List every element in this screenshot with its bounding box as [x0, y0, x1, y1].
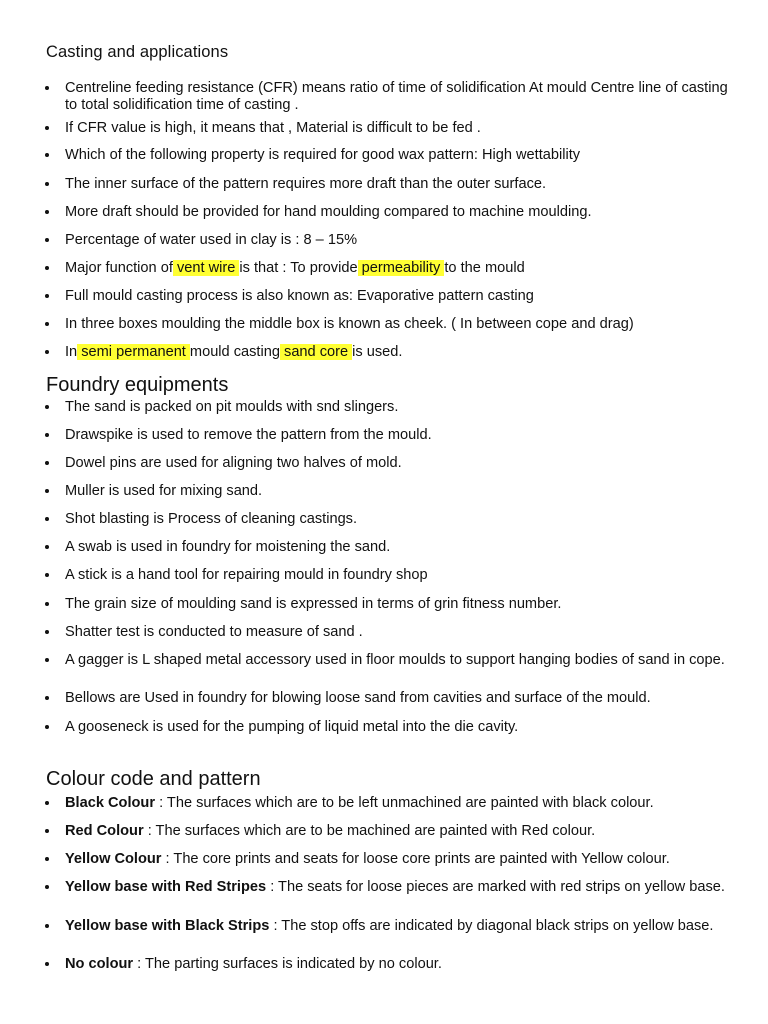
item-text: The inner surface of the pattern requires more draft than the outer surface.	[65, 176, 547, 192]
bullet-dot-icon	[45, 517, 49, 521]
bullet-dot-icon	[45, 405, 49, 409]
list-item	[65, 956, 735, 973]
highlighted-term: vent wire	[172, 260, 240, 276]
term-label: Yellow base with Black Strips	[65, 918, 270, 934]
bullet-dot-icon	[45, 489, 49, 493]
term-label: Yellow Colour	[65, 851, 162, 867]
item-text: Drawspike is used to remove the pattern from the mould.	[65, 427, 432, 443]
item-text: : The seats for loose pieces are marked with red strips on yellow base.	[266, 879, 725, 895]
list-item	[65, 288, 735, 305]
bullet-dot-icon	[45, 630, 49, 634]
section-heading-casting: Casting and applications	[46, 43, 229, 61]
bullet-dot-icon	[45, 545, 49, 549]
term-label: Black Colour	[65, 795, 156, 811]
list-item	[65, 539, 735, 556]
bullet-dot-icon	[45, 126, 49, 130]
bullet-dot-icon	[45, 658, 49, 662]
item-text: Shot blasting is Process of cleaning castings.	[65, 511, 358, 527]
bullet-dot-icon	[45, 350, 49, 354]
bullet-dot-icon	[45, 210, 49, 214]
bullet-dot-icon	[45, 573, 49, 577]
bullet-dot-icon	[45, 725, 49, 729]
bullet-dot-icon	[45, 322, 49, 326]
list-item	[65, 690, 735, 707]
item-text: In	[65, 344, 78, 360]
item-text: is used.	[352, 344, 403, 360]
highlighted-term: semi permanent	[77, 344, 190, 360]
item-text: Dowel pins are used for aligning two halves of mold.	[65, 455, 402, 471]
item-text: A gooseneck is used for the pumping of liquid metal into the die cavity.	[65, 719, 519, 735]
list-item	[65, 511, 735, 528]
list-item	[65, 344, 735, 361]
item-text: Major function of	[65, 260, 173, 276]
item-text: The sand is packed on pit moulds with snd slingers.	[65, 399, 399, 415]
item-text: The grain size of moulding sand is expressed in terms of grin fitness number.	[65, 596, 562, 612]
list-item	[65, 399, 735, 416]
list-item	[65, 823, 735, 840]
list-item	[65, 795, 735, 812]
item-text: : The surfaces which are to be left unmachined are painted with black colour.	[155, 795, 654, 811]
item-text: : The parting surfaces is indicated by no colour.	[133, 956, 442, 972]
list-item	[65, 652, 735, 669]
item-text: mould casting	[189, 344, 280, 360]
list-item	[65, 260, 735, 277]
bullet-dot-icon	[45, 801, 49, 805]
bullet-dot-icon	[45, 461, 49, 465]
bullet-dot-icon	[45, 696, 49, 700]
list-item	[65, 120, 735, 137]
bullet-dot-icon	[45, 182, 49, 186]
bullet-dot-icon	[45, 924, 49, 928]
bullet-dot-icon	[45, 885, 49, 889]
item-text: A stick is a hand tool for repairing mould in foundry shop	[65, 567, 428, 583]
item-text: Full mould casting process is also known as: Evaporative pattern casting	[65, 288, 534, 304]
item-text: More draft should be provided for hand moulding compared to machine moulding.	[65, 204, 592, 220]
list-item	[65, 80, 735, 114]
item-text: A swab is used in foundry for moistening the sand.	[65, 539, 391, 555]
item-text: Centreline feeding resistance (CFR) means ratio of time of solidification At mould Centre line of casting to total solidification time of casting .	[65, 80, 728, 113]
list-item	[65, 316, 735, 333]
section-heading-foundry: Foundry equipments	[46, 374, 229, 396]
list-item	[65, 204, 735, 221]
list-item	[65, 851, 735, 868]
bullet-dot-icon	[45, 266, 49, 270]
item-text: Which of the following property is required for good wax pattern: High wettability	[65, 147, 581, 163]
item-text: : The stop offs are indicated by diagonal black strips on yellow base.	[269, 918, 714, 934]
item-text: Shatter test is conducted to measure of sand .	[65, 624, 363, 640]
highlighted-term: permeability	[357, 260, 445, 276]
item-text: : The core prints and seats for loose core prints are painted with Yellow colour.	[161, 851, 670, 867]
term-label: Yellow base with Red Stripes	[65, 879, 267, 895]
list-item	[65, 176, 735, 193]
item-text: In three boxes moulding the middle box is known as cheek. ( In between cope and drag)	[65, 316, 634, 332]
list-item	[65, 596, 735, 613]
term-label: No colour	[65, 956, 134, 972]
section-heading-colour-code: Colour code and pattern	[46, 768, 261, 790]
item-text: If CFR value is high, it means that , Material is difficult to be fed .	[65, 120, 481, 136]
list-item	[65, 455, 735, 472]
list-item	[65, 147, 735, 164]
list-item	[65, 483, 735, 500]
list-item	[65, 624, 735, 641]
list-item	[65, 879, 735, 896]
item-text: A gagger is L shaped metal accessory used in floor moulds to support hanging bodies of sand in cope.	[65, 652, 725, 668]
bullet-dot-icon	[45, 829, 49, 833]
item-text: : The surfaces which are to be machined are painted with Red colour.	[143, 823, 596, 839]
list-item	[65, 427, 735, 444]
list-item	[65, 719, 735, 736]
list-item	[65, 567, 735, 584]
item-text: to the mould	[444, 260, 525, 276]
bullet-dot-icon	[45, 433, 49, 437]
item-text: Percentage of water used in clay is : 8 – 15%	[65, 232, 358, 248]
item-text: Muller is used for mixing sand.	[65, 483, 263, 499]
list-item	[65, 918, 735, 935]
term-label: Red Colour	[65, 823, 144, 839]
bullet-dot-icon	[45, 294, 49, 298]
bullet-dot-icon	[45, 238, 49, 242]
bullet-dot-icon	[45, 153, 49, 157]
bullet-dot-icon	[45, 602, 49, 606]
list-item	[65, 232, 735, 249]
bullet-dot-icon	[45, 86, 49, 90]
bullet-dot-icon	[45, 857, 49, 861]
highlighted-term: sand core	[279, 344, 353, 360]
item-text: is that : To provide	[239, 260, 358, 276]
bullet-dot-icon	[45, 962, 49, 966]
item-text: Bellows are Used in foundry for blowing loose sand from cavities and surface of the mould.	[65, 690, 651, 706]
